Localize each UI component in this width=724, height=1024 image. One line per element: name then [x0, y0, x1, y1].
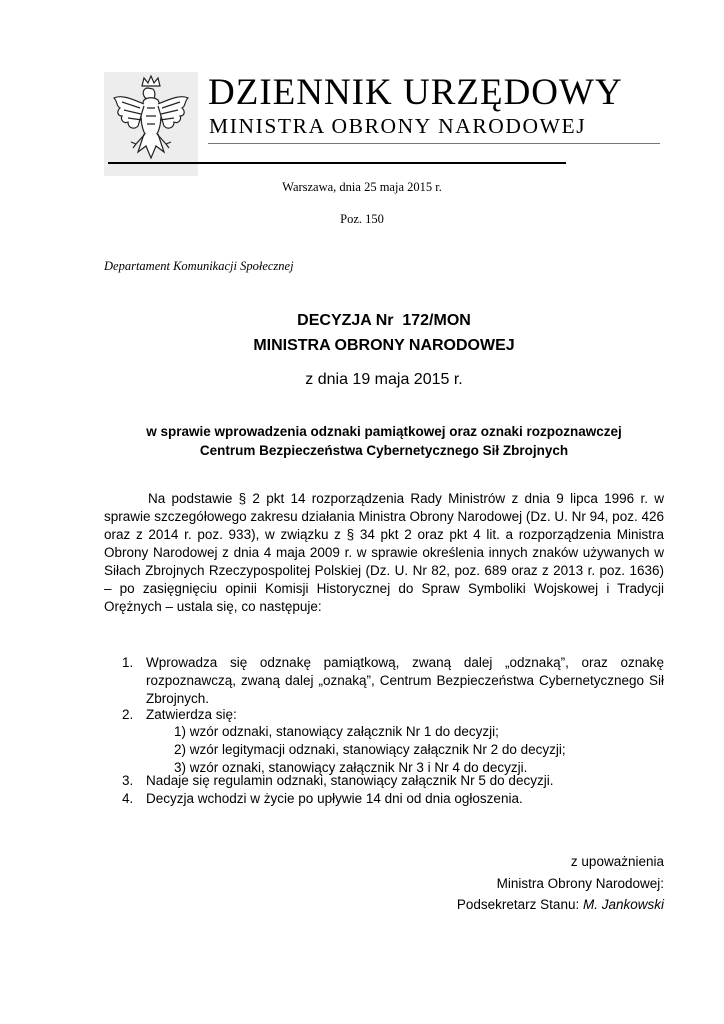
subject-line-1: w sprawie wprowadzenia odznaki pamiątkowej oraz oznaki rozpoznawczej [146, 424, 622, 439]
list-item-text: Nadaje się regulamin odznaki, stanowiący załącznik Nr 5 do decyzji. [146, 773, 554, 788]
list-item-number: 2. [122, 707, 134, 722]
sub-item: 2) wzór legitymacji odznaki, stanowiący załącznik Nr 2 do decyzji; [174, 742, 566, 757]
signature-authorization: z upoważnienia [570, 854, 664, 869]
signer-name: M. Jankowski [582, 897, 664, 912]
publication-date: Warszawa, dnia 25 maja 2015 r. [282, 180, 442, 194]
signature-minister: Ministra Obrony Narodowej: [496, 876, 664, 891]
sub-item: 3) wzór oznaki, stanowiący załącznik Nr 3 i Nr 4 do decyzji. [174, 760, 528, 775]
list-item-number: 1. [122, 655, 134, 670]
header-rule-thin [208, 143, 660, 144]
decision-issuer: MINISTRA OBRONY NARODOWEJ [253, 337, 515, 354]
decision-subject [104, 422, 664, 460]
journal-subtitle: MINISTRA OBRONY NARODOWEJ [209, 114, 587, 138]
legal-basis-text: Na podstawie § 2 pkt 14 rozporządzenia Rady Ministrów z dnia 9 lipca 1996 r. w sprawie szczegółowego zakresu działania Ministra Obrony Narodowej (Dz. U. Nr 94, poz. 426 oraz z 2014 r. poz. 933), w związku z § 34 pkt 2 oraz pkt 4 lit. a rozporządzenia Ministra Obrony Narodowej z dnia 4 maja 2009 r. w sprawie określenia innych znaków używanych w Siłach Zbrojnych Rzeczypospolitej Polskiej (Dz. U. Nr 82, poz. 689 oraz z 2013 r. poz. 1636) – po zasięgnięciu opinii Komisji Historycznej do Spraw Symboliki Wojskowej i Tradycji Orężnych – ustala się, co następuje: [104, 491, 664, 614]
sub-item: 1) wzór odznaki, stanowiący załącznik Nr 1 do decyzji; [174, 724, 499, 739]
department-name: Departament Komunikacji Społecznej [104, 259, 294, 273]
list-item-text: Zatwierdza się: [146, 707, 237, 722]
list-item-text: Decyzja wchodzi w życie po upływie 14 dni od dnia ogłoszenia. [146, 791, 523, 806]
state-emblem-eagle-icon [104, 72, 198, 176]
position-number: Poz. 150 [340, 212, 384, 226]
decision-date: z dnia 19 maja 2015 r. [305, 371, 463, 388]
journal-title: DZIENNIK URZĘDOWY [208, 72, 623, 113]
signature-signer [457, 897, 664, 912]
decision-number: DECYZJA Nr 172/MON [297, 312, 471, 329]
signer-title: Podsekretarz Stanu: [456, 897, 583, 912]
list-item-number: 3. [122, 773, 134, 788]
header-rule-thick [108, 162, 566, 164]
list-item-number: 4. [122, 791, 134, 806]
legal-basis-paragraph [104, 490, 664, 616]
list-item-text: Wprowadza się odznakę pamiątkową, zwaną dalej „odznaką”, oraz oznakę rozpoznawczą, zwaną dalej „oznaką”, Centrum Bezpieczeństwa Cybernetycznego Sił Zbrojnych. [146, 655, 664, 706]
subject-line-2: Centrum Bezpieczeństwa Cybernetycznego Sił Zbrojnych [199, 443, 569, 458]
